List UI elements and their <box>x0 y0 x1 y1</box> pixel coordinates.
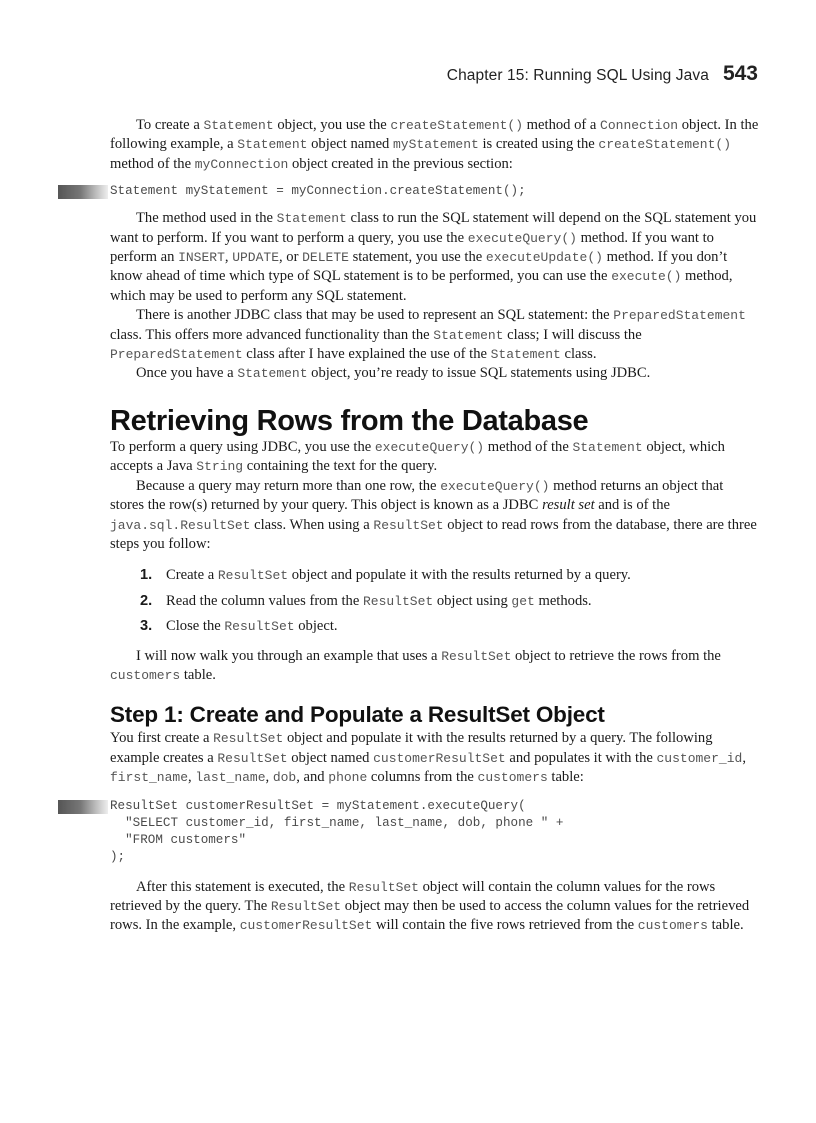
list-item: 1. Create a ResultSet object and populate it with the results returned by a query. <box>140 567 631 584</box>
steps-list <box>110 566 760 636</box>
section-heading-retrieving-rows: Retrieving Rows from the Database <box>110 404 589 437</box>
paragraph-ready-to-issue: Once you have a Statement object, you’re ready to issue SQL statements using JDBC. <box>136 365 651 382</box>
paragraph-prepared-statement: There is another JDBC class that may be used to represent an SQL statement: the PreparedStatement class. This offers more advanced functionality than the Statement class; I will discuss the PreparedStatement class after I have explained the use of the Statement class. <box>110 307 746 363</box>
paragraph-create-resultset: You first create a ResultSet object and populate it with the results returned by a query. The following example creates a ResultSet object named customerResultSet and populates it with the customer_id, first_name, last_name, dob, and phone columns from the customers table: <box>110 730 746 786</box>
code-marker <box>58 185 108 199</box>
code-line: "SELECT customer_id, first_name, last_name, dob, phone " + <box>110 815 564 830</box>
paragraph-create-statement: To create a Statement object, you use the createStatement() method of a Connection object. In the following example, a Statement object named myStatement is created using the createStatement() method of the myConnection object created in the previous section: <box>110 117 759 172</box>
paragraph-statement-methods: The method used in the Statement class to run the SQL statement will depend on the SQL statement you want to perform. If you want to perform a query, you use the executeQuery() method. If you want to perform an INSERT, UPDATE, or DELETE statement, you use the executeUpdate() method. If you don’t know ahead of time which type of SQL statement is to be performed, you can use the execute() method, which may be used to perform any SQL statement. <box>110 210 757 304</box>
list-item: 3. Close the ResultSet object. <box>140 618 338 635</box>
paragraph-walkthrough: I will now walk you through an example that uses a ResultSet object to retrieve the rows from the customers table. <box>110 647 721 683</box>
code-marker <box>58 800 108 814</box>
code-line: Statement myStatement = myConnection.createStatement(); <box>110 184 526 199</box>
list-item: 2. Read the column values from the ResultSet object using get methods. <box>140 592 592 609</box>
code-line: ); <box>110 849 126 864</box>
page-number: 543 <box>722 62 758 85</box>
code-line: ResultSet customerResultSet = myStatement.executeQuery( <box>110 798 526 813</box>
page-body <box>110 116 760 936</box>
section-heading-step-1: Step 1: Create and Populate a ResultSet Object <box>110 702 605 728</box>
code-line: "FROM customers" <box>110 832 247 847</box>
running-header <box>447 62 758 86</box>
paragraph-after-execution: After this statement is executed, the ResultSet object will contain the column values for the rows retrieved by the query. The ResultSet object may then be used to access the column values for the retrieved rows. In the example, customerResultSet will contain the five rows retrieved from the customers table. <box>110 878 750 934</box>
chapter-title: Chapter 15: Running SQL Using Java <box>446 67 709 84</box>
code-block-create-statement <box>110 183 760 200</box>
code-block-execute-query <box>110 798 760 866</box>
paragraph-result-set: Because a query may return more than one row, the executeQuery() method returns an object that stores the row(s) returned by your query. This object is known as a JDBC result set and is of the java.sql.ResultSet class. When using a ResultSet object to read rows from the database, there are three steps you follow: <box>110 477 757 552</box>
paragraph-perform-query: To perform a query using JDBC, you use the executeQuery() method of the Statement object, which accepts a Java String containing the text for the query. <box>110 438 725 475</box>
